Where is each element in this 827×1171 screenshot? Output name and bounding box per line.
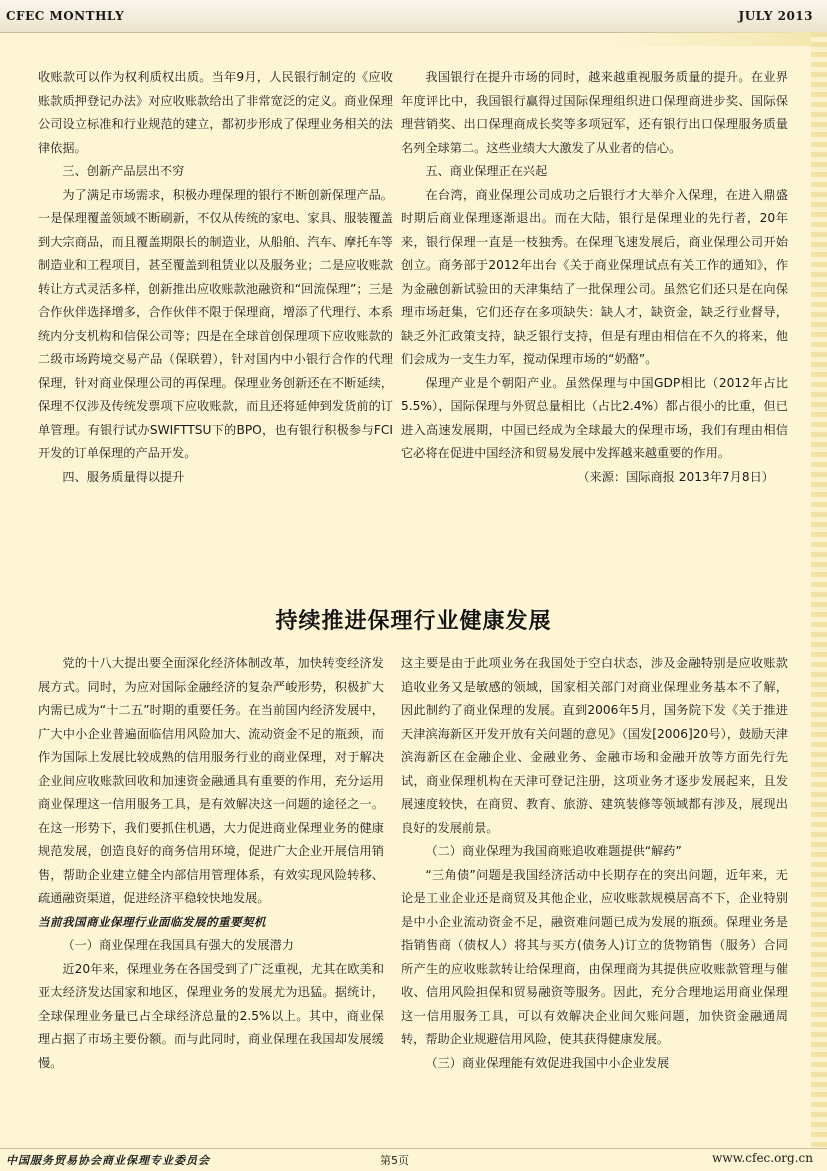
website-url: www.cfec.org.cn bbox=[712, 1151, 813, 1165]
paragraph: 近20年来，保理业务在各国受到了广泛重视，尤其在欧美和亚太经济发达国家和地区，保理业务的发展尤为迅猛。据统计，全球保理业务量已占全球经济总量的2.5%以上。其中，商业保理占据了市场主要份额。而与此同时，商业保理在我国却发展缓慢。 bbox=[38, 961, 384, 1070]
publisher-name: 中国服务贸易协会商业保理专业委员会 bbox=[6, 1154, 210, 1167]
article-title: 持续推进保理行业健康发展 bbox=[275, 609, 552, 634]
bottom-left-column bbox=[38, 652, 384, 1075]
section-heading: （二）商业保理为我国商账追收难题提供“解药” bbox=[425, 844, 682, 858]
section-heading: （一）商业保理在我国具有强大的发展潜力 bbox=[62, 938, 294, 952]
decorative-band bbox=[611, 32, 811, 46]
subsection-heading: 当前我国商业保理行业面临发展的重要契机 bbox=[38, 914, 266, 929]
page-footer bbox=[0, 1148, 827, 1171]
decorative-stripe bbox=[811, 32, 827, 1147]
paragraph: 这主要是由于此项业务在我国处于空白状态，涉及金融特别是应收账款追收业务又是敏感的领域，国家相关部门对商业保理业务基本不了解，因此制约了商业保理的发展。直到2006年5月，国务院下发《关于推进天津滨海新区开发开放有关问题的意见》（国发[2006]20号），鼓励天津滨海新区在金融企业、金融业务、金融市场和金融开放等方面先行先试，商业保理机构在天津可登记注册，这项业务才逐步发展起来，且发展速度较快，在商贸、教育、旅游、建筑装修等领域都有涉及，展现出良好的发展前景。 bbox=[401, 656, 788, 835]
paragraph: 在台湾，商业保理公司成功之后银行才大举介入保理，在进入鼎盛时期后商业保理逐渐退出。而在大陆，银行是保理业的先行者，20年来，银行保理一直是一枝独秀。在保理飞速发展后，商业保理公司开始创立。商务部于2012年出台《关于商业保理试点有关工作的通知》，作为金融创新试验田的天津集结了一批保理公司。虽然它们还只是在向保理市场赶集，它们还存在多项缺失：缺人才，缺资金，缺乏行业督导，缺乏外汇政策支持，缺乏银行支持，但是有理由相信在不久的将来，他们会成为一支生力军，搅动保理市场的“奶酪”。 bbox=[401, 187, 788, 366]
paragraph: 收账款可以作为权利质权出质。当年9月，人民银行制定的《应收账款质押登记办法》对应收账款给出了非常宽泛的定义。商业保理公司设立标准和行业规范的建立，都初步形成了保理业务相关的法律依据。 bbox=[38, 70, 393, 155]
section-heading: 四、服务质量得以提升 bbox=[62, 469, 185, 484]
issue-date: JULY 2013 bbox=[738, 9, 813, 23]
page-number: 第5页 bbox=[380, 1154, 409, 1167]
paragraph: 保理产业是个朝阳产业。虽然保理与中国GDP相比（2012年占比5.5%），国际保理与外贸总量相比（占比2.4%）都占很小的比重，但已进入高速发展期，中国已经成为全球最大的保理市场，我们有理由相信它必将在促进中国经济和贸易发展中发挥越来越重要的作用。 bbox=[401, 375, 788, 460]
paragraph: 我国银行在提升市场的同时，越来越重视服务质量的提升。在业界年度评比中，我国银行赢得过国际保理组织进口保理商进步奖、国际保理营销奖、出口保理商成长奖等多项冠军，还有银行出口保理服务质量名列全球第二。这些业绩大大激发了从业者的信心。 bbox=[401, 70, 788, 155]
top-left-column bbox=[38, 66, 393, 489]
page-header bbox=[0, 0, 827, 33]
section-heading: 三、创新产品层出不穷 bbox=[62, 164, 185, 178]
magazine-name: CFEC MONTHLY bbox=[6, 9, 125, 23]
section-heading: （三）商业保理能有效促进我国中小企业发展 bbox=[425, 1055, 670, 1070]
paragraph: 为了满足市场需求，积极办理保理的银行不断创新保理产品。一是保理覆盖领域不断刷新，不仅从传统的家电、家具、服装覆盖到大宗商品，而且覆盖期限长的制造业，从船舶、汽车、摩托车等制造业和工程项目，甚至覆盖到租赁业以及服务业；二是应收账款转让方式灵活多样，创新推出应收账款池融资和“回流保理”；三是合作伙伴选择增多，合作伙伴不限于保理商，增添了代理行、本系统内分支机构和信保公司等；四是在全球首创保理项下应收账款的二级市场跨境交易产品（保联碧），针对国内中小银行合作的代理保理，针对商业保理公司的再保理。保理业务创新还在不断延续，保理不仅涉及传统发票项下应收账款，而且还将延伸到发货前的订单管理。有银行试办SWIFTTSU下的BPO，也有银行积极参与FCI开发的订单保理的产品开发。 bbox=[38, 187, 393, 460]
paragraph: “三角债”问题是我国经济活动中长期存在的突出问题，近年来，无论是工业企业还是商贸及其他企业，应收账款规模居高不下，企业特别是中小企业流动资金不足，融资难问题已成为发展的瓶颈。保理业务是指销售商（债权人）将其与买方(债务人)订立的货物销售（服务）合同所产生的应收账款转让给保理商，由保理商为其提供应收账款管理与催收、信用风险担保和贸易融资等服务。因此，充分合理地运用商业保理这一信用服务工具，可以有效解决企业间欠账问题，加快资金融通周转，帮助企业规避信用风险，使其获得健康发展。 bbox=[401, 867, 788, 1046]
paragraph: 党的十八大提出要全面深化经济体制改革，加快转变经济发展方式。同时，为应对国际金融经济的复杂严峻形势，积极扩大内需已成为“十二五”时期的重要任务。在当前国内经济发展中，广大中小企业普遍面临信用风险加大、流动资金不足的瓶颈，而作为国际上发展比较成熟的信用服务行业的商业保理，对于解决企业间应收账款回收和加速资金融通具有重要的作用，充分运用商业保理这一信用服务工具，是有效解决这一问题的途径之一。在这一形势下，我们要抓住机遇，大力促进商业保理业务的健康规范发展，创造良好的商务信用环境，促进广大企业开展信用销售，帮助企业建立健全内部信用管理体系，有效实现风险转移、疏通融资渠道，促进经济平稳较快地发展。 bbox=[38, 656, 384, 905]
section-heading: 五、商业保理正在兴起 bbox=[425, 164, 548, 178]
source-citation: （来源：国际商报 2013年7月8日） bbox=[577, 469, 774, 484]
bottom-right-column bbox=[401, 652, 788, 1075]
top-right-column bbox=[401, 66, 788, 489]
